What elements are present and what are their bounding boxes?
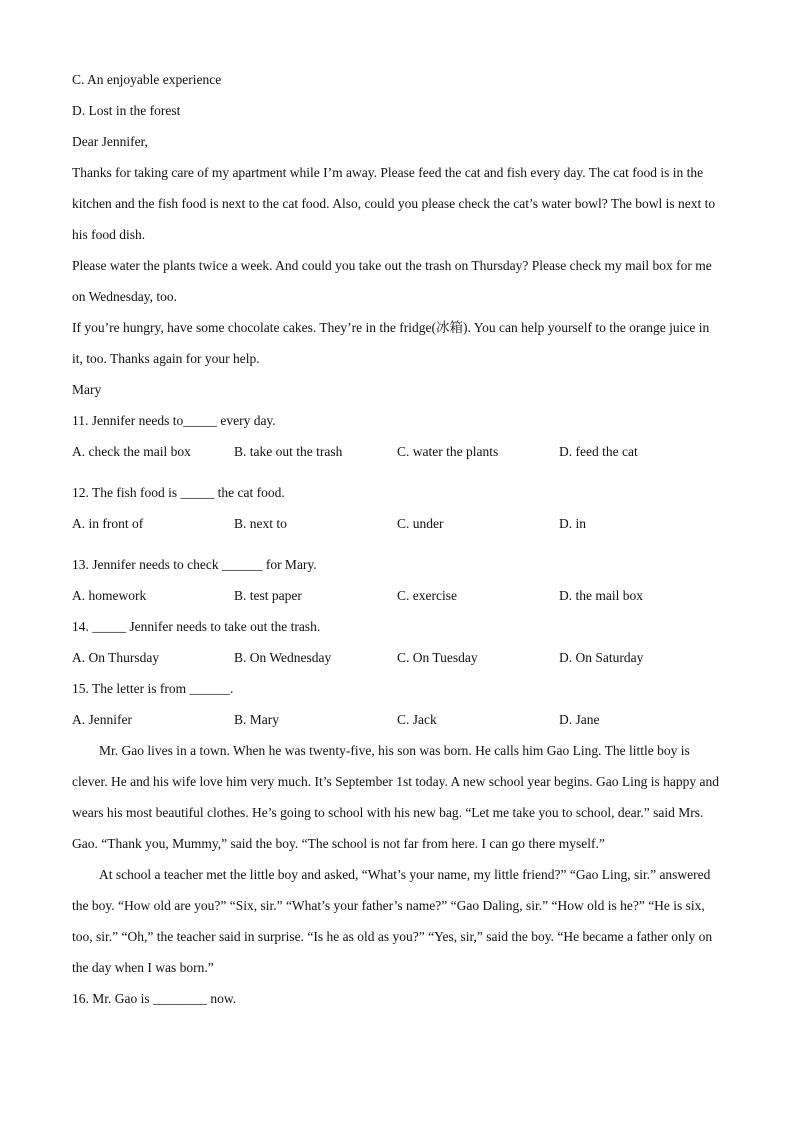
option-a: A. check the mail box	[72, 444, 191, 459]
question-15	[72, 673, 722, 735]
option-d: D. On Saturday	[559, 650, 644, 665]
option-a: A. in front of	[72, 516, 144, 531]
option-b: B. take out the trash	[234, 444, 343, 459]
option-c-prev: C. An enjoyable experience	[72, 72, 222, 87]
option-d: D. in	[559, 516, 586, 531]
story-paragraph-2: At school a teacher met the little boy and asked, “What’s your name, my little friend?” “Gao Ling, sir.” answered the boy. “How old are you?” “Six, sir.” “What’s your father’s name?” “Gao Daling, sir.” “How old is he?” “He is six, too, sir.” “Oh,” the teacher said in surprise. “Is he as old as you?” “Yes, sir,” said the boy. “He became a father only on the day when I was born.”	[72, 867, 713, 975]
option-b: B. next to	[234, 516, 287, 531]
answer-options	[72, 704, 722, 735]
option-c: C. under	[397, 516, 444, 531]
question-13	[72, 549, 722, 611]
option-a: A. Jennifer	[72, 712, 132, 727]
option-a: A. homework	[72, 588, 147, 603]
story-paragraph-1: Mr. Gao lives in a town. When he was twenty-five, his son was born. He calls him Gao Ling. The little boy is clever. He and his wife love him very much. It’s September 1st today. A new school year begins. Gao Ling is happy and wears his most beautiful clothes. He’s going to school with his new bag. “Let me take you to school, dear.” said Mrs. Gao. “Thank you, Mummy,” said the boy. “The school is not far from here. I can go there myself.”	[72, 743, 719, 851]
option-b: B. On Wednesday	[234, 650, 332, 665]
letter-paragraph-2: Please water the plants twice a week. And could you take out the trash on Thursday? Please check my mail box for me on Wednesday, too.	[72, 258, 712, 304]
option-d: D. Jane	[559, 712, 600, 727]
question-16-stem: 16. Mr. Gao is ________ now.	[72, 991, 237, 1006]
question-stem: 12. The fish food is _____ the cat food.	[72, 485, 285, 500]
question-stem: 14. _____ Jennifer needs to take out the trash.	[72, 619, 321, 634]
question-stem: 13. Jennifer needs to check ______ for Mary.	[72, 557, 317, 572]
answer-options	[72, 642, 722, 673]
option-c: C. On Tuesday	[397, 650, 478, 665]
exam-page	[72, 64, 722, 1014]
option-b: B. Mary	[234, 712, 279, 727]
letter-signature: Mary	[72, 382, 102, 397]
letter-paragraph-3: If you’re hungry, have some chocolate cakes. They’re in the fridge(冰箱). You can help yourself to the orange juice in it, too. Thanks again for your help.	[72, 320, 710, 366]
question-stem: 11. Jennifer needs to_____ every day.	[72, 413, 276, 428]
letter-passage	[72, 126, 722, 405]
story-passage	[72, 735, 722, 983]
option-c: C. exercise	[397, 588, 457, 603]
question-stem: 15. The letter is from ______.	[72, 681, 234, 696]
option-d: D. feed the cat	[559, 444, 638, 459]
question-12	[72, 477, 722, 539]
option-d: D. the mail box	[559, 588, 643, 603]
option-c: C. water the plants	[397, 444, 499, 459]
letter-greeting: Dear Jennifer,	[72, 134, 148, 149]
letter-paragraph-1: Thanks for taking care of my apartment while I’m away. Please feed the cat and fish every day. The cat food is in the kitchen and the fish food is next to the cat food. Also, could you please check the cat’s water bowl? The bowl is next to his food dish.	[72, 165, 716, 242]
option-a: A. On Thursday	[72, 650, 160, 665]
answer-options	[72, 436, 722, 467]
question-11	[72, 405, 722, 467]
option-c: C. Jack	[397, 712, 437, 727]
option-b: B. test paper	[234, 588, 302, 603]
answer-options	[72, 508, 722, 539]
question-14	[72, 611, 722, 673]
option-d-prev: D. Lost in the forest	[72, 103, 181, 118]
answer-options	[72, 580, 722, 611]
